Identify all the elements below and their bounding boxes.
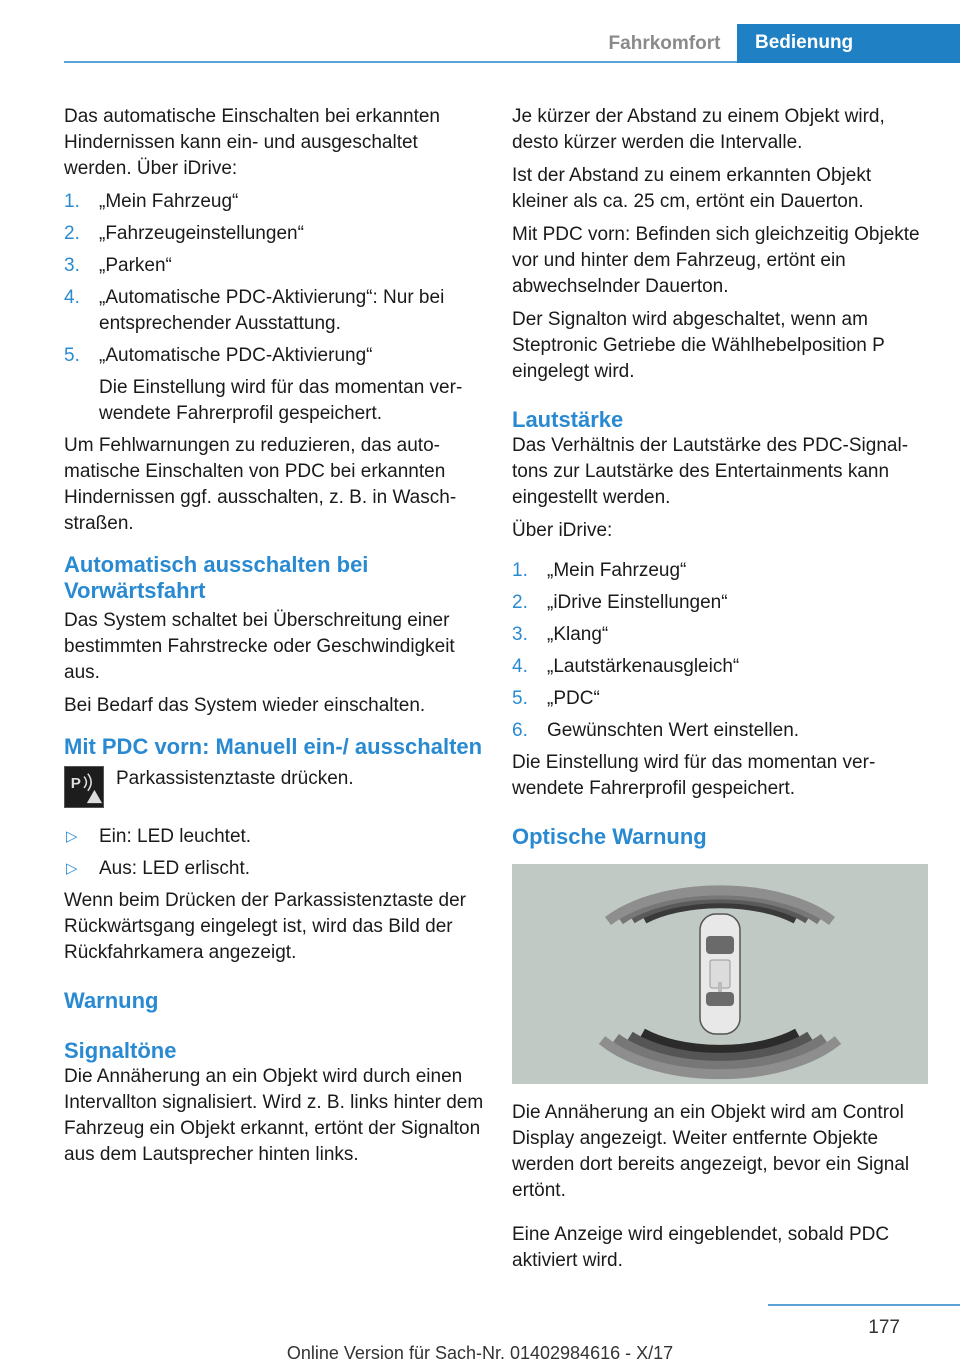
list-item	[512, 718, 932, 744]
icon-row	[64, 766, 486, 810]
step-text: „PDC“	[547, 688, 600, 709]
list-item	[64, 824, 486, 850]
heading-manual: Mit PDC vorn: Manuell ein-/ ausschalten	[64, 734, 483, 759]
bullet-text: Aus: LED erlischt.	[99, 858, 250, 879]
step-text: „Lautstärkenausgleich“	[547, 656, 740, 677]
step-number: 3.	[64, 255, 80, 276]
triangle-bullet-icon: ▷	[66, 828, 78, 845]
step-number: 1.	[64, 191, 80, 212]
steps-list-left	[64, 189, 486, 427]
step-number: 2.	[64, 223, 80, 244]
step-text: „Automatische PDC-Aktivierung“: Nur bei entsprechender Ausstattung.	[99, 287, 445, 334]
list-item	[64, 856, 486, 882]
paragraph: Das System schaltet bei Überschreitung einer bestimmten Fahrstrecke oder Geschwindigkeit aus.	[64, 610, 455, 683]
left-column	[64, 104, 486, 1175]
led-bullets	[64, 824, 486, 882]
page-number: 177	[868, 1317, 900, 1338]
paragraph: Die Annäherung an ein Objekt wird am Control Display angezeigt. Weiter entfernte Objekte werden dort bereits angezeigt, bevor ein Signal ertönt.	[512, 1102, 910, 1201]
step-number: 3.	[512, 624, 528, 645]
paragraph: Um Fehlwarnungen zu reduzieren, das automatische Einschalten von PDC bei erkannten Hindernissen ggf. ausschalten, z. B. in Waschstraßen.	[64, 435, 457, 534]
steps-list-right	[512, 558, 932, 744]
step-number: 4.	[64, 287, 80, 308]
tab-bedienung[interactable]: Bedienung	[737, 24, 960, 63]
tab-fahrkomfort[interactable]: Fahrkomfort	[608, 33, 721, 54]
step-text: „Fahrzeugeinstellungen“	[99, 223, 304, 244]
pdc-display-illustration	[512, 864, 928, 1084]
paragraph: Die Einstellung wird für das momentan verwendete Fahrerprofil gespeichert.	[512, 752, 876, 799]
online-version-note: Online Version für Sach-Nr. 01402984616 - X/17	[286, 1343, 674, 1363]
paragraph: Ist der Abstand zu einem erkannten Objekt kleiner als ca. 25 cm, ertönt ein Dauerton.	[512, 165, 872, 212]
step-number: 1.	[512, 560, 528, 581]
step-text: „Parken“	[99, 255, 172, 276]
step-number: 5.	[512, 688, 528, 709]
paragraph: Wenn beim Drücken der Parkassistenztaste der Rückwärtsgang eingelegt ist, wird das Bild der Rückfahrkamera angezeigt.	[64, 890, 466, 963]
step-text: „Automatische PDC-Aktivierung“	[99, 345, 373, 366]
paragraph: Bei Bedarf das System wieder einschalten.	[64, 695, 426, 716]
paragraph: Über iDrive:	[512, 520, 613, 541]
list-item	[512, 558, 932, 584]
paragraph: Eine Anzeige wird eingeblendet, sobald PDC aktiviert wird.	[512, 1224, 890, 1271]
heading-warnung: Warnung	[64, 988, 159, 1013]
step-text: „iDrive Einstellungen“	[547, 592, 728, 613]
paragraph: Das Verhältnis der Lautstärke des PDC-Signaltons zur Lautstärke des Entertainments kann eingestellt werden.	[512, 435, 909, 508]
step-number: 4.	[512, 656, 528, 677]
step-text: „Mein Fahrzeug“	[547, 560, 687, 581]
heading-lautstaerke: Lautstärke	[512, 407, 624, 432]
step-note: Die Einstellung wird für das momentan verwendete Fahrerprofil gespeichert.	[99, 377, 463, 424]
paragraph: Je kürzer der Abstand zu einem Objekt wird, desto kürzer werden die Intervalle.	[512, 106, 885, 153]
step-text: „Klang“	[547, 624, 609, 645]
step-text: „Mein Fahrzeug“	[99, 191, 239, 212]
right-column	[512, 104, 932, 1281]
step-number: 6.	[512, 720, 528, 741]
list-item	[64, 343, 486, 427]
footer-rule	[768, 1304, 960, 1306]
heading-auto-off: Automatisch ausschalten bei Vorwärtsfahrt	[64, 552, 369, 603]
bullet-text: Ein: LED leuchtet.	[99, 826, 252, 847]
step-number: 5.	[64, 345, 80, 366]
triangle-bullet-icon: ▷	[66, 860, 78, 877]
list-item	[64, 253, 486, 279]
svg-text:P: P	[70, 774, 81, 792]
icon-caption: Parkassistenztaste drücken.	[116, 768, 354, 789]
paragraph: Mit PDC vorn: Befinden sich gleichzeitig Objekte vor und hinter dem Fahrzeug, ertönt ein abwechselnder Dauerton.	[512, 224, 920, 297]
heading-optische-warnung: Optische Warnung	[512, 824, 707, 849]
step-text: Gewünschten Wert einstellen.	[547, 720, 800, 741]
list-item	[512, 654, 932, 680]
heading-signal: Signaltöne	[64, 1038, 177, 1063]
park-assist-icon	[64, 766, 104, 808]
list-item	[512, 590, 932, 616]
paragraph: Die Annäherung an ein Objekt wird durch einen Intervallton signalisiert. Wird z. B. links hinter dem Fahrzeug ein Objekt erkannt, ertönt der Signalton aus dem Lautsprecher hinten links.	[64, 1066, 484, 1165]
list-item	[512, 686, 932, 712]
list-item	[64, 285, 486, 337]
list-item	[64, 189, 486, 215]
intro-paragraph: Das automatische Einschalten bei erkannten Hindernissen kann ein- und ausgeschaltet werden. Über iDrive:	[64, 106, 441, 179]
list-item	[64, 221, 486, 247]
list-item	[512, 622, 932, 648]
paragraph: Der Signalton wird abgeschaltet, wenn am Steptronic Getriebe die Wählhebelposition P eingelegt wird.	[512, 309, 885, 382]
step-number: 2.	[512, 592, 528, 613]
